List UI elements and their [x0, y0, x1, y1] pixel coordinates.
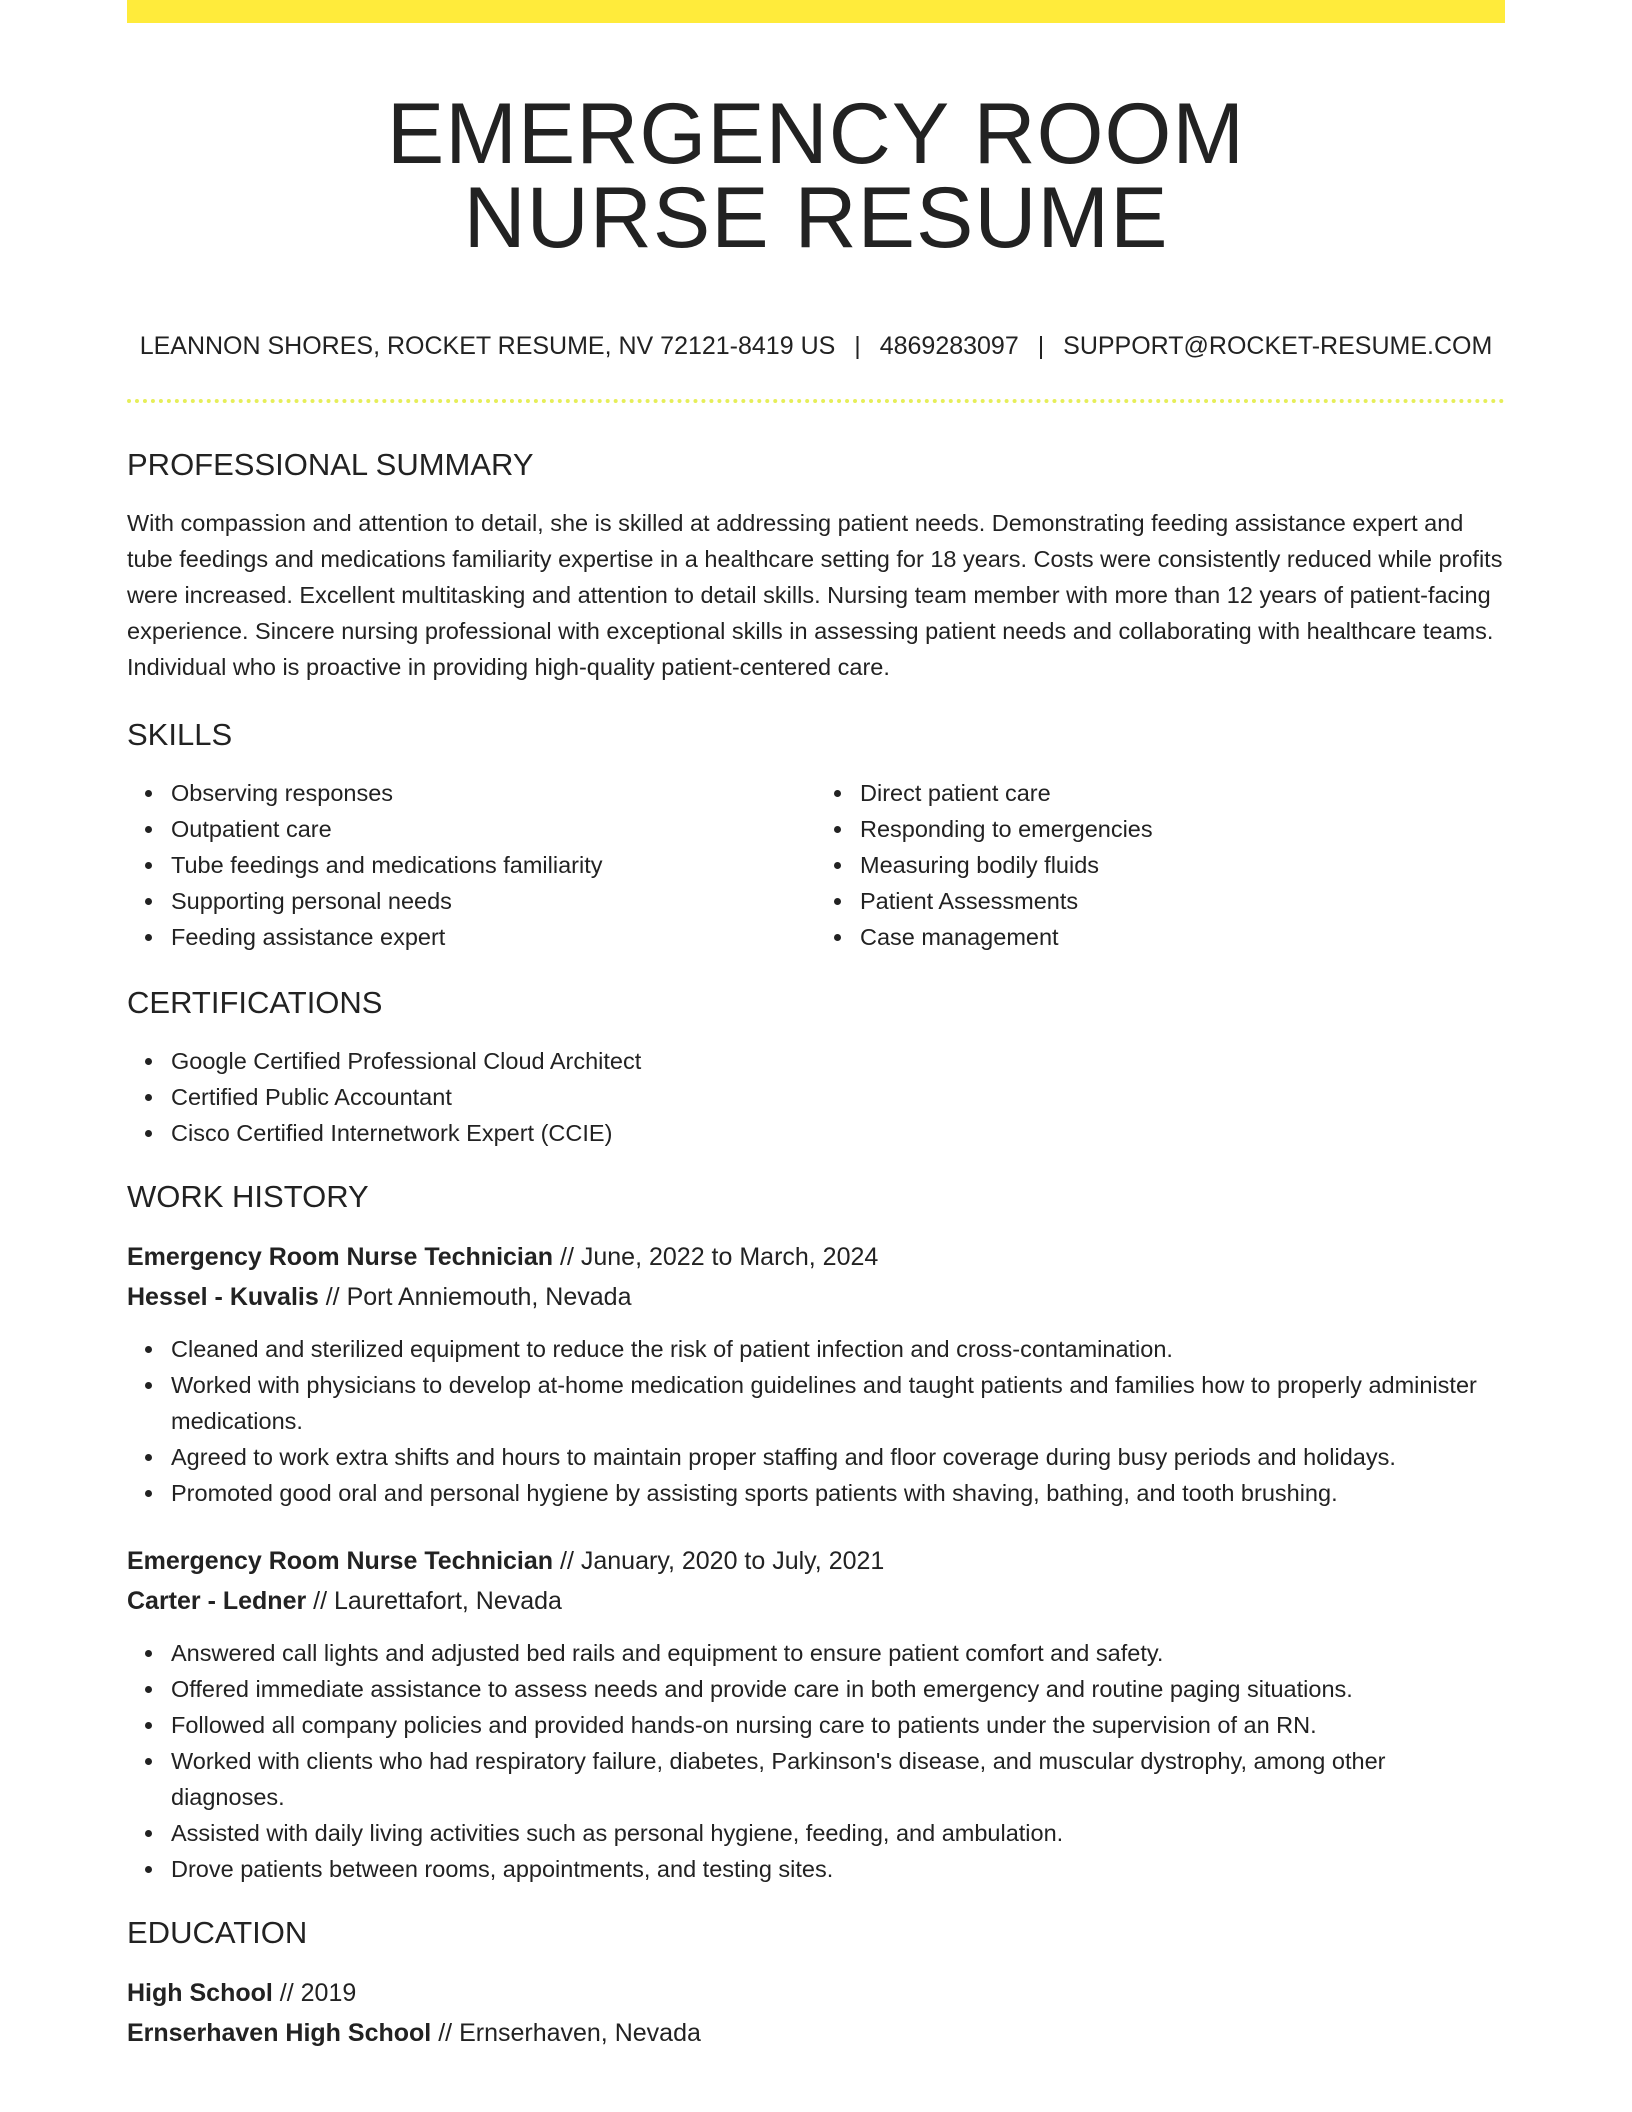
contact-separator: |: [1037, 332, 1045, 360]
job-separator: //: [560, 1243, 574, 1271]
skill-item: Case management: [860, 919, 1505, 955]
summary-heading: PROFESSIONAL SUMMARY: [127, 447, 534, 482]
header-divider: [127, 399, 1505, 403]
job-role: Emergency Room Nurse Technician: [127, 1243, 554, 1271]
skill-item: Supporting personal needs: [171, 883, 816, 919]
skills-column-left: [127, 775, 816, 955]
contact-email: SUPPORT@ROCKET-RESUME.COM: [1063, 332, 1493, 360]
certifications-heading: CERTIFICATIONS: [127, 985, 383, 1020]
contact-phone: 4869283097: [879, 332, 1019, 360]
job-dates: June, 2022 to March, 2024: [580, 1243, 879, 1271]
education-school-line: [127, 2013, 1505, 2053]
job-bullet: Followed all company policies and provided hands-on nursing care to patients under the supervision of an RN.: [171, 1707, 1505, 1743]
job-bullets: [127, 1331, 1505, 1511]
skill-item: Direct patient care: [860, 775, 1505, 811]
job-company-line: [127, 1581, 1505, 1621]
contact-line: [127, 331, 1505, 361]
job-bullet: Promoted good oral and personal hygiene by assisting sports patients with shaving, bathing, and tooth brushing.: [171, 1475, 1505, 1511]
skill-item: Outpatient care: [171, 811, 816, 847]
certification-item: Cisco Certified Internetwork Expert (CCIE): [171, 1115, 1505, 1151]
title-line-1: EMERGENCY ROOM: [386, 86, 1246, 182]
job-company: Hessel - Kuvalis: [127, 1283, 319, 1311]
job-bullet: Worked with physicians to develop at-home medication guidelines and taught patients and families how to properly administer medications.: [171, 1367, 1505, 1439]
education-year: 2019: [300, 1979, 357, 2007]
education-degree: High School: [127, 1979, 273, 2007]
job-location: Port Anniemouth, Nevada: [346, 1283, 632, 1311]
job-bullets: [127, 1635, 1505, 1887]
skill-item: Responding to emergencies: [860, 811, 1505, 847]
job-bullet: Offered immediate assistance to assess needs and provide care in both emergency and routine paging situations.: [171, 1671, 1505, 1707]
contact-address: LEANNON SHORES, ROCKET RESUME, NV 72121-8419 US: [139, 332, 836, 360]
job-company: Carter - Ledner: [127, 1587, 307, 1615]
job-role: Emergency Room Nurse Technician: [127, 1547, 554, 1575]
skills-grid: [127, 775, 1505, 955]
skills-column-right: [816, 775, 1505, 955]
job-role-line: [127, 1541, 1505, 1581]
job-bullet: Assisted with daily living activities such as personal hygiene, feeding, and ambulation.: [171, 1815, 1505, 1851]
certifications-list: [127, 1043, 1505, 1151]
job-bullet: Answered call lights and adjusted bed rails and equipment to ensure patient comfort and safety.: [171, 1635, 1505, 1671]
title-line-2: NURSE RESUME: [463, 170, 1169, 266]
skill-item: Observing responses: [171, 775, 816, 811]
skills-list-left: [127, 775, 816, 955]
certification-item: Google Certified Professional Cloud Architect: [171, 1043, 1505, 1079]
resume-title: [127, 86, 1505, 266]
skills-list-right: [816, 775, 1505, 955]
job-dates: January, 2020 to July, 2021: [580, 1547, 885, 1575]
job-role-line: [127, 1237, 1505, 1277]
work-history-heading: WORK HISTORY: [127, 1179, 369, 1214]
job-location: Laurettafort, Nevada: [334, 1587, 562, 1615]
job-bullet: Drove patients between rooms, appointments, and testing sites.: [171, 1851, 1505, 1887]
job-bullet: Worked with clients who had respiratory failure, diabetes, Parkinson's disease, and muscular dystrophy, among other diagnoses.: [171, 1743, 1505, 1815]
skill-item: Patient Assessments: [860, 883, 1505, 919]
education-school: Ernserhaven High School: [127, 2019, 432, 2047]
accent-bar: [127, 0, 1505, 23]
job-separator: //: [313, 1587, 328, 1615]
job-bullet: Agreed to work extra shifts and hours to maintain proper staffing and floor coverage during busy periods and holidays.: [171, 1439, 1505, 1475]
job-company-line: [127, 1277, 1505, 1317]
education-separator: //: [438, 2019, 453, 2047]
skills-heading: SKILLS: [127, 717, 233, 752]
education-heading: EDUCATION: [127, 1915, 308, 1950]
job-bullet: Cleaned and sterilized equipment to reduce the risk of patient infection and cross-contamination.: [171, 1331, 1505, 1367]
job-separator: //: [560, 1547, 574, 1575]
skill-item: Tube feedings and medications familiarity: [171, 847, 816, 883]
job-separator: //: [325, 1283, 340, 1311]
education-degree-line: [127, 1973, 1505, 2013]
education-location: Ernserhaven, Nevada: [459, 2019, 701, 2047]
education-separator: //: [279, 1979, 294, 2007]
summary-text: With compassion and attention to detail, she is skilled at addressing patient needs. Demonstrating feeding assistance expert and tube feedings and medications familiarity expertise in a healthcare setting for 18 years. Costs were consistently reduced while profits were increased. Excellent multitasking and attention to detail skills. Nursing team member with more than 12 years of patient-facing experience. Sincere nursing professional with exceptional skills in assessing patient needs and collaborating with healthcare teams. Individual who is proactive in providing high-quality patient-centered care.: [127, 510, 1503, 680]
certification-item: Certified Public Accountant: [171, 1079, 1505, 1115]
skill-item: Measuring bodily fluids: [860, 847, 1505, 883]
skill-item: Feeding assistance expert: [171, 919, 816, 955]
contact-separator: |: [854, 332, 861, 360]
